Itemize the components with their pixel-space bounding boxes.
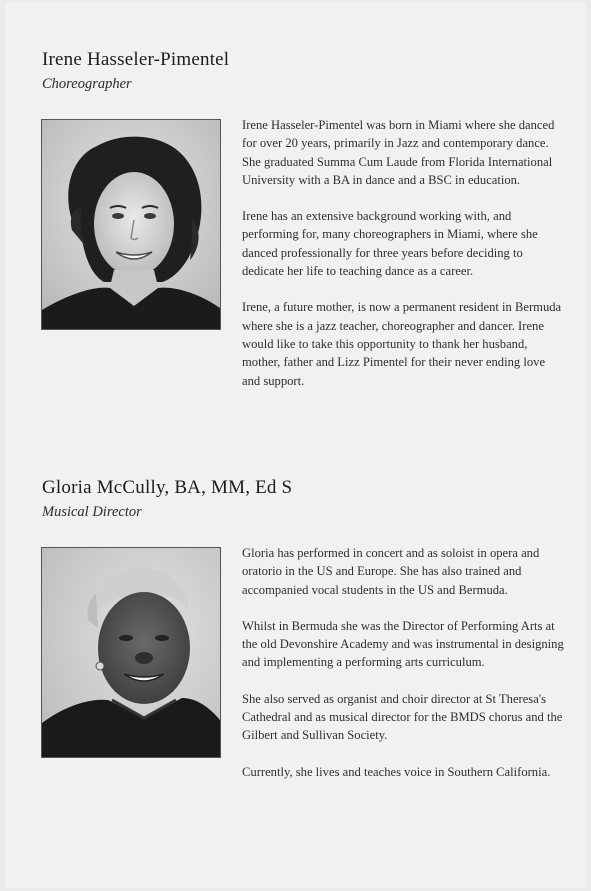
bio-paragraph: Irene Hasseler-Pimentel was born in Miami where she danced for over 20 years, primarily in Jazz and contemporary dance. She graduated Summa Cum Laude from Florida International University with a BA in dance and a BSC in education. (242, 118, 555, 187)
person-bio (242, 544, 566, 799)
portrait-photo (41, 547, 221, 758)
bio-paragraph: Gloria has performed in concert and as soloist in opera and oratorio in the US and Europe. She has also trained and accompanied vocal students in the US and Bermuda. (242, 546, 540, 597)
portrait-woman-curly-hair-icon (42, 120, 220, 329)
bio-paragraph: Irene, a future mother, is now a permanent resident in Bermuda where she is a jazz teacher, choreographer and dancer. Irene would like to take this opportunity to thank her husband, mother, father and Lizz Pimentel for their never ending love and support. (242, 300, 562, 388)
bio-paragraph: Whilst in Bermuda she was the Director of Performing Arts at the old Devonshire Academy and was instrumental in designing and implementing a performing arts curriculum. (242, 618, 564, 670)
person-bio (242, 116, 566, 408)
bio-paragraph: Currently, she lives and teaches voice in Southern California. (242, 764, 551, 779)
person-name: Irene Hasseler-Pimentel (42, 49, 230, 70)
program-page (4, 2, 587, 889)
person-name: Gloria McCully, BA, MM, Ed S (42, 477, 293, 498)
bio-paragraph: She also served as organist and choir director at St Theresa's Cathedral and as musical director for the BMDS chorus and the Gilbert and Sullivan Society. (242, 691, 563, 743)
bio-paragraph: Irene has an extensive background working with, and performing for, many choreographers in Miami, where she danced professionally for three years before deciding to dedicate her life to teaching dance as a career. (242, 209, 538, 279)
portrait-woman-short-grey-hair-icon (42, 548, 220, 757)
person-role: Musical Director (42, 504, 142, 520)
person-role: Choreographer (42, 76, 132, 92)
portrait-photo (41, 119, 221, 330)
